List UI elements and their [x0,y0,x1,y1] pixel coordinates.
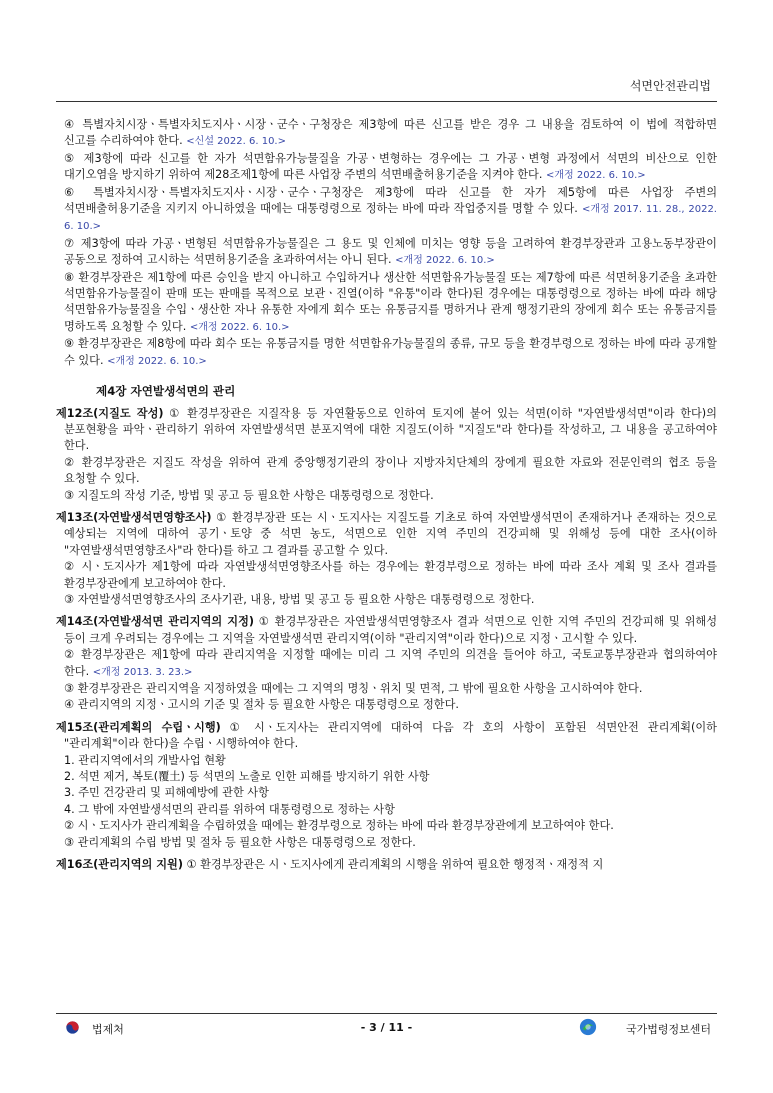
top-paragraphs [56,117,717,370]
paragraph-7: ⑦ 제3항에 따라 가공ㆍ변형된 석면함유가능물질은 그 용도 및 인체에 미치는 영향 등을 고려하여 환경부장관과 고용노동부장관이 공동으로 정하여 고시하는 석면허용기준을 초과하여서는 아니 된다. <개정 2022. 6. 10.> [64,236,717,267]
article-12: 제12조(지질도 작성) ① 환경부장관은 지질작용 등 자연활동으로 인하여 토지에 붙어 있는 석면(이하 "자연발생석면"이라 한다)의 분포현황을 파악ㆍ관리하기 위하여 자연발생석면 분포지역에 대한 지질도(이하 "지질도"라 한다)를 작성하고, 그 내용을 공고하여야 한다. ② 환경부장관은 지질도 작성을 위하여 관계 중앙행정기관의 장이나 지방자치단체의 장에게 필요한 자료와 전문인력의 협조 등을 요청할 수 있다. ③ 지질도의 작성 기준, 방법 및 공고 등 필요한 사항은 대통령령으로 정한다. [56,406,717,504]
list-item: 4. 그 밖에 자연발생석면의 관리를 위하여 대통령령으로 정하는 사항 [64,802,395,816]
article-paragraph: ④ 관리지역의 지정ㆍ고시의 기준 및 절차 등 필요한 사항은 대통령령으로 정한다. [64,698,459,712]
page-footer [56,1017,717,1039]
law-center-logo-icon [579,1018,597,1036]
article-paragraph: ② 시ㆍ도지사가 관리계획을 수립하였을 때에는 환경부령으로 정하는 바에 따라 환경부장관에게 보고하여야 한다. [64,819,614,833]
page-body [56,117,717,873]
list-item: 1. 관리지역에서의 개발사업 현황 [64,753,226,767]
revision-note: <개정 2022. 6. 10.> [395,255,495,267]
article-15: 제15조(관리계획의 수립ㆍ시행) ① 시ㆍ도지사는 관리지역에 대하여 다음 각 호의 사항이 포함된 석면안전 관리계획(이하 "관리계획"이라 한다)을 수립ㆍ시행하여야 한다. 1. 관리지역에서의 개발사업 현황 2. 석면 제거, 복토(覆土) 등 석면의 노출로 인한 피해를 방지하기 위한 사항 3. 주민 건강관리 및 피해예방에 관한 사항 4. 그 밖에 자연발생석면의 관리를 위하여 대통령령으로 정하는 사항 ② 시ㆍ도지사가 관리계획을 수립하였을 때에는 환경부령으로 정하는 바에 따라 환경부장관에게 보고하여야 한다. ③ 관리계획의 수립 방법 및 절차 등 필요한 사항은 대통령령으로 정한다. [56,720,717,851]
revision-note: <개정 2022. 6. 10.> [545,170,646,182]
footer-rule [56,1013,717,1014]
paragraph-9: ⑨ 환경부장관은 제8항에 따라 회수 또는 유통금지를 명한 석면함유가능물질의 종류, 규모 등을 환경부령으로 정하는 바에 따라 공개할 수 있다. <개정 2022. 6. 10.> [64,337,717,367]
article-paragraph: ③ 자연발생석면영향조사의 조사기관, 내용, 방법 및 공고 등 필요한 사항은 대통령령으로 정한다. [64,592,535,606]
paragraph-8: ⑧ 환경부장관은 제1항에 따른 승인을 받지 아니하고 수입하거나 생산한 석면함유가능물질 또는 제7항에 따른 석면허용기준을 초과한 석면함유가능물질이 판매 또는 판매를 목적으로 보관ㆍ진열(이하 "유통"이라 한다)된 경우에는 대통령령으로 정하는 바에 따라 해당 석면함유가능물질을 수입ㆍ생산한 자나 유통한 자에게 회수 또는 유통금지를 명하거나 관계 행정기관의 장에게 회수 또는 유통금지를 명하도록 요청할 수 있다. <개정 2022. 6. 10.> [64,270,717,333]
article-title: 제13조(자연발생석면영향조사) [56,510,212,524]
article-paragraph: ③ 관리계획의 수립 방법 및 절차 등 필요한 사항은 대통령령으로 정한다. [64,835,416,849]
article-16: 제16조(관리지역의 지원) ① 환경부장관은 시ㆍ도지사에게 관리계획의 시행을 위하여 필요한 행정적ㆍ재정적 지 [56,858,604,872]
article-title: 제15조(관리계획의 수립ㆍ시행) [56,720,221,734]
list-item: 2. 석면 제거, 복토(覆土) 등 석면의 노출로 인한 피해를 방지하기 위한 사항 [64,770,430,784]
list-item: 3. 주민 건강관리 및 피해예방에 관한 사항 [64,786,269,800]
article-13: 제13조(자연발생석면영향조사) ① 환경부장관 또는 시ㆍ도지사는 지질도를 기초로 하여 자연발생석면이 존재하거나 존재하는 것으로 예상되는 지역에 대하여 공기ㆍ토양 중 석면 농도, 석면으로 인한 지역 주민의 건강피해 및 위해성 등에 대한 조사(이하 "자연발생석면영향조사"라 한다)를 하고 그 결과를 공고할 수 있다. ② 시ㆍ도지사가 제1항에 따라 자연발생석면영향조사를 하는 경우에는 환경부령으로 정하는 바에 따라 조사 계획 및 조사 결과를 환경부장관에게 보고하여야 한다. ③ 자연발생석면영향조사의 조사기관, 내용, 방법 및 공고 등 필요한 사항은 대통령령으로 정한다. [56,510,717,608]
article-paragraph: ② 시ㆍ도지사가 제1항에 따라 자연발생석면영향조사를 하는 경우에는 환경부령으로 정하는 바에 따라 조사 계획 및 조사 결과를 환경부장관에게 보고하여야 한다. [64,560,717,590]
article-title: 제14조(자연발생석면 관리지역의 지정) [56,615,255,629]
revision-note: <개정 2013. 3. 23.> [92,666,193,678]
revision-note: <신설 2022. 6. 10.> [186,136,286,148]
ministry-name: 법제처 [92,1023,124,1036]
paragraph-4: ④ 특별자치시장ㆍ특별자치도지사ㆍ시장ㆍ군수ㆍ구청장은 제3항에 따른 신고를 받은 경우 그 내용을 검토하여 이 법에 적합하면 신고를 수리하여야 한다. <신설 2022. 6. 10.> [64,118,717,148]
page-header-title: 석면안전관리법 [629,79,711,93]
article-14: 제14조(자연발생석면 관리지역의 지정) ① 환경부장관은 자연발생석면영향조사 결과 석면으로 인한 지역 주민의 건강피해 및 위해성 등이 크게 우려되는 경우에는 그 지역을 자연발생석면 관리지역(이하 "관리지역"이라 한다)으로 지정ㆍ고시할 수 있다. ② 환경부장관은 제1항에 따라 관리지역을 지정할 때에는 미리 그 지역 주민의 의견을 들어야 하고, 국토교통부장관과 협의하여야 한다. <개정 2013. 3. 23.> ③ 환경부장관은 관리지역을 지정하였을 때에는 그 지역의 명칭ㆍ위치 및 면적, 그 밖에 필요한 사항을 고시하여야 한다. ④ 관리지역의 지정ㆍ고시의 기준 및 절차 등 필요한 사항은 대통령령으로 정한다. [56,614,717,713]
header-rule [56,101,717,102]
page-number: - 3 / 11 - [360,1021,413,1034]
article-paragraph: ② 환경부장관은 지질도 작성을 위하여 관계 중앙행정기관의 장이나 지방자치단체의 장에게 필요한 자료와 전문인력의 협조 등을 요청할 수 있다. [64,455,717,486]
revision-note: <개정 2022. 6. 10.> [107,355,207,367]
revision-note: <개정 2022. 6. 10.> [189,321,290,333]
article-title: 제16조(관리지역의 지원) [56,858,183,872]
revision-note: <개정 2017. 11. 28., 2022. 6. 10.> [64,204,717,233]
paragraph-6: ⑥ 특별자치시장ㆍ특별자치도지사ㆍ시장ㆍ군수ㆍ구청장은 제3항에 따라 신고를 한 자가 제5항에 따른 사업장 주변의 석면배출허용기준을 지키지 아니하였을 때에는 대통령령으로 정하는 바에 따라 작업중지를 명할 수 있다. <개정 2017. 11. 28., 2022. 6. 10.> [64,185,717,233]
law-center-name: 국가법령정보센터 [625,1023,711,1036]
paragraph-5: ⑤ 제3항에 따라 신고를 한 자가 석면함유가능물질을 가공ㆍ변형하는 경우에는 그 가공ㆍ변형 과정에서 석면의 비산으로 인한 대기오염을 방지하기 위하여 제28조제1항에 따른 사업장 주변의 석면배출허용기준을 지켜야 한다. <개정 2022. 6. 10.> [64,151,717,182]
article-title: 제12조(지질도 작성) [56,406,164,420]
chapter-title: 제4장 자연발생석면의 관리 [96,384,236,399]
article-paragraph: ③ 지질도의 작성 기준, 방법 및 공고 등 필요한 사항은 대통령령으로 정한다. [64,488,434,502]
article-paragraph: ② 환경부장관은 제1항에 따라 관리지역을 지정할 때에는 미리 그 지역 주민의 의견을 들어야 하고, 국토교통부장관과 협의하여야 한다. <개정 2013. 3. 23.> [64,648,717,678]
article-paragraph: ③ 환경부장관은 관리지역을 지정하였을 때에는 그 지역의 명칭ㆍ위치 및 면적, 그 밖에 필요한 사항을 고시하여야 한다. [64,682,643,695]
